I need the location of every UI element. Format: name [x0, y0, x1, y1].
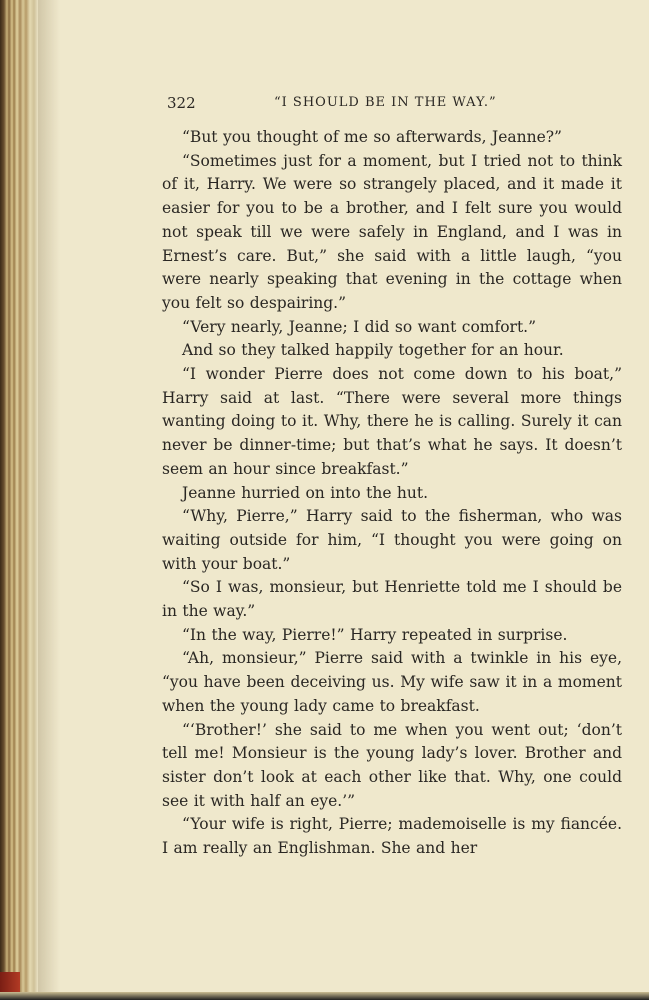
- paragraph: Jeanne hurried on into the hut.: [182, 483, 429, 502]
- paragraph: “‘Brother!’ she said to me when you went out; ‘don’t tell me! Monsieur is the young lady’s lover. Brother and sister don’t look at each other like that. Why, one could see it with half an eye.’”: [162, 720, 622, 810]
- paragraph: “I wonder Pierre does not come down to his boat,” Harry said at last. “There were several more things wanting doing to it. Why, there he is calling. Surely it can never be dinner-time; but that’s what he says. It doesn’t seem an hour since breakfast.”: [162, 365, 622, 478]
- body-text: [162, 126, 622, 861]
- running-head: [162, 92, 622, 114]
- paragraph: “Why, Pierre,” Harry said to the fisherman, who was waiting outside for him, “I thought you were going on with your boat.”: [162, 507, 622, 573]
- paragraph: “Very nearly, Jeanne; I did so want comfort.”: [182, 317, 537, 336]
- paragraph: “Sometimes just for a moment, but I tried not to think of it, Harry. We were so strangely placed, and it made it easier for you to be a brother, and I felt sure you would not speak till we were safely in England, and I was in Ernest’s care. But,” she said with a little laugh, “you were nearly speaking that evening in the cottage when you felt so despairing.”: [162, 151, 622, 312]
- paragraph: “Ah, monsieur,” Pierre said with a twinkle in his eye, “you have been deceiving us. My wife saw it in a moment when the young lady came to breakfast.: [162, 649, 622, 715]
- paragraph: And so they talked happily together for an hour.: [182, 341, 564, 360]
- paragraph: “Your wife is right, Pierre; mademoiselle is my fiancée. I am really an Englishman. She and her: [162, 815, 622, 858]
- paragraph: “In the way, Pierre!” Harry repeated in surprise.: [182, 625, 568, 644]
- paragraph: “So I was, monsieur, but Henriette told me I should be in the way.”: [162, 578, 622, 621]
- page-number: 322: [167, 94, 196, 112]
- running-title: “I SHOULD BE IN THE WAY.”: [274, 95, 497, 110]
- book-page: [162, 92, 622, 861]
- paragraph: “But you thought of me so afterwards, Jeanne?”: [182, 128, 562, 146]
- book-page-edges: [0, 0, 38, 1000]
- bottom-page-edge: [0, 992, 649, 1000]
- gutter-shadow: [38, 0, 60, 1000]
